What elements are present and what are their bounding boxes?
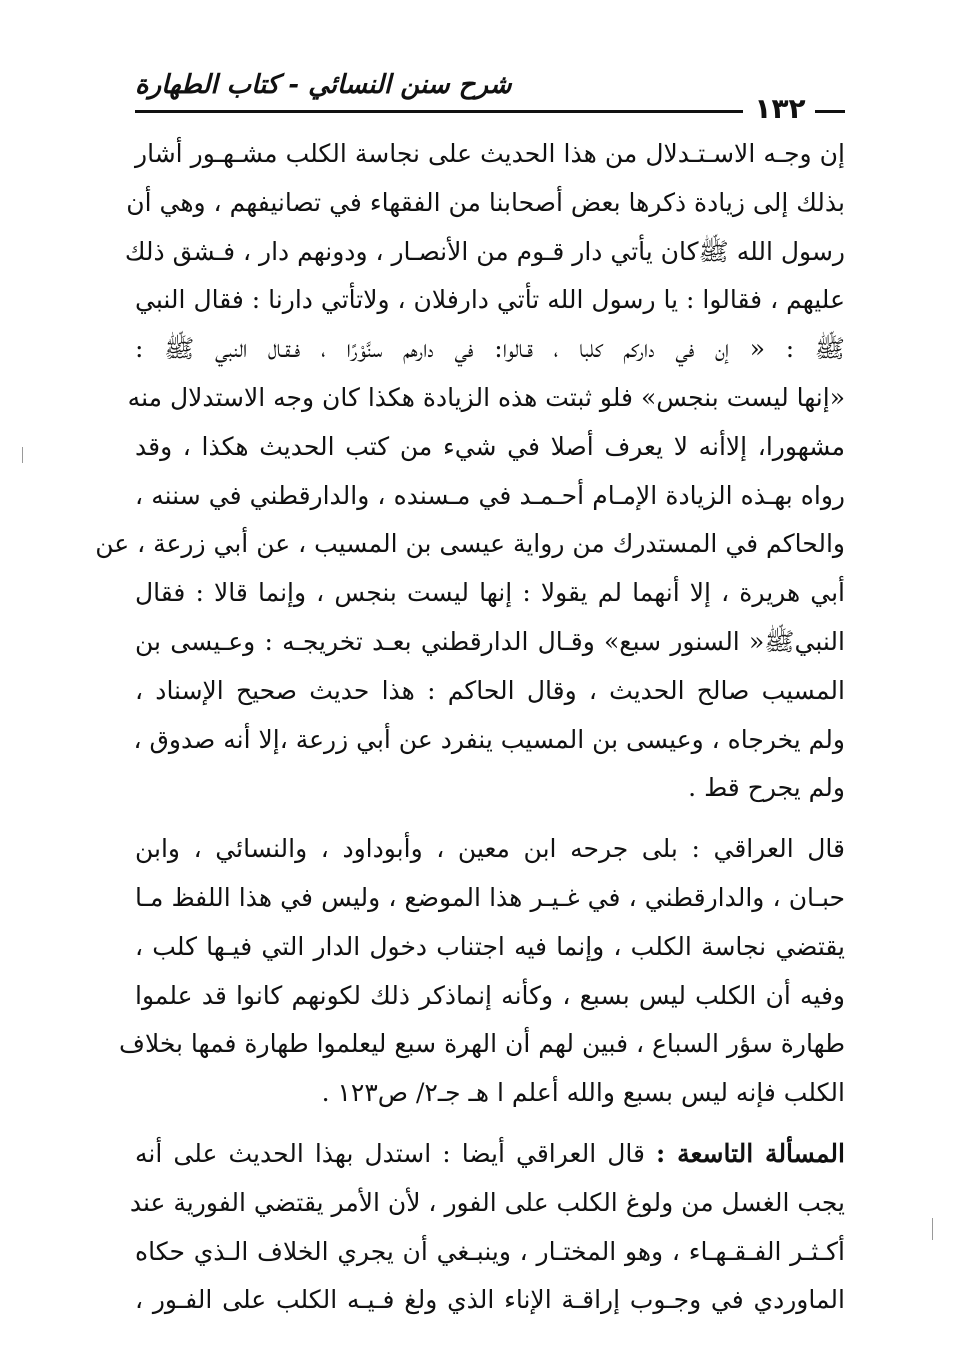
scan-mark xyxy=(932,1218,933,1240)
text-line: النبيﷺ« السنور سبع» وقـال الدارقطني بعـد تخريجـه : وعـيسى بن xyxy=(135,626,845,656)
paragraph-gap xyxy=(135,1118,845,1130)
header-dash xyxy=(815,110,845,113)
header-rule xyxy=(135,110,743,113)
text-line: وفيه أن الكلب ليس بسبع ، وكأنه إنماذكر ذلك لكونهم كانوا قد علموا xyxy=(135,980,845,1010)
section-heading: المسألة التاسعة : xyxy=(656,1138,845,1168)
text-line: رواه بهـذه الزيادة الإمـام أحـمـد في مـسنده ، والدارقطني في سننه ، xyxy=(135,480,845,510)
text-line: أكـثـر الفـقـهـاء ، وهو المختـار ، وينبـغي أن يجري الخلاف الـذي حكاه xyxy=(135,1236,845,1266)
text-line: ﷺ : « إن في داركم كلبا ، قـالوا: في دارهم سنَّوْرًا ، فـقـال النبي ﷺ : xyxy=(135,334,845,364)
header-title: شرح سنن النسائي - كتاب الطهارة xyxy=(135,70,512,100)
paragraph-3 xyxy=(129,1130,845,1325)
running-header xyxy=(135,70,845,130)
text-line: يجب الغسل من ولوغ الكلب على الفور ، لأن الأمر يقتضي الفورية عند xyxy=(129,1187,845,1217)
text-line: مشهورا، إلاأنه لا يعرف أصلا في شيء من كتب الحديث هكذا ، وقد xyxy=(135,431,845,461)
text-line: إن وجـه الاسـتـدلال من هذا الحديث على نجاسة الكلب مشـهـور أشار xyxy=(135,139,845,168)
body-text xyxy=(95,130,845,1325)
text-line: ولم يجرح قط . xyxy=(688,773,845,803)
text-line: المسيب صالح الحديث ، وقال الحاكم : هذا حديث صحيح الإسناد ، xyxy=(135,675,845,705)
text-line: يقتضي نجاسة الكلب ، وإنما فيه اجتناب دخول الدار التي فيـها كلب ، xyxy=(135,931,845,961)
text-line: الكلب فإنه ليس بسبع والله أعلم ا هـ جـ٢/ ص١٢٣ . xyxy=(321,1078,845,1108)
text-line: والحاكم في المستدرك من رواية عيسى بن المسيب ، عن أبي زرعة ، عن xyxy=(95,529,845,559)
paragraph-gap xyxy=(135,813,845,825)
text-line: بذلك إلى زيادة ذكرها بعض أصحابنا من الفقهاء في تصانيفهم ، وهي أن xyxy=(126,187,845,217)
scan-mark xyxy=(22,447,23,463)
text-line xyxy=(135,1130,845,1179)
text-line: رسول الله ﷺكان يأتي دار قـوم من الأنصـار ، ودونهم دار ، فـشق ذلك xyxy=(124,236,845,266)
text-run: قال العراقي أيضا : استدل بهذا الحديث على أنه xyxy=(135,1138,657,1168)
page-number: ١٣٢ xyxy=(754,92,806,125)
text-line: عليهم ، فقالوا : يا رسول الله تأتي دارفلان ، ولاتأتي دارنا : فقال النبي xyxy=(135,285,845,315)
text-line: طهارة سؤر السباع ، فبين لهم أن الهرة سبع ليعلموا طهارة فمها بخلاف xyxy=(119,1029,845,1059)
text-line: أبي هريرة ، إلا أنهما لم يقولا : إنها ليست بنجس ، وإنما قالا : فقال xyxy=(135,578,845,608)
text-line: ولم يخرجاه ، وعيسى بن المسيب ينفرد عن أبي زرعة ،إلا أنه صدوق ، xyxy=(133,724,845,754)
text-line: «إنها ليست بنجس» فلو ثبتت هذه الزيادة هكذا كان وجه الاستدلال منه xyxy=(127,382,845,412)
paragraph-1 xyxy=(95,130,845,813)
text-line: الماوردي في وجـوب إراقـة الإناء الذي ولغ فـيـه الكلب على الفـور ، xyxy=(135,1285,845,1315)
text-line: حبـان ، والدارقطني ، في غـيـر هذا الموضع ، وليس في هذا اللفظ مـا xyxy=(135,882,845,912)
text-line: قال العراقي : بلى جرحه ابن معين ، وأبوداود ، والنسائي ، وابن xyxy=(135,834,845,864)
paragraph-2 xyxy=(119,825,845,1118)
